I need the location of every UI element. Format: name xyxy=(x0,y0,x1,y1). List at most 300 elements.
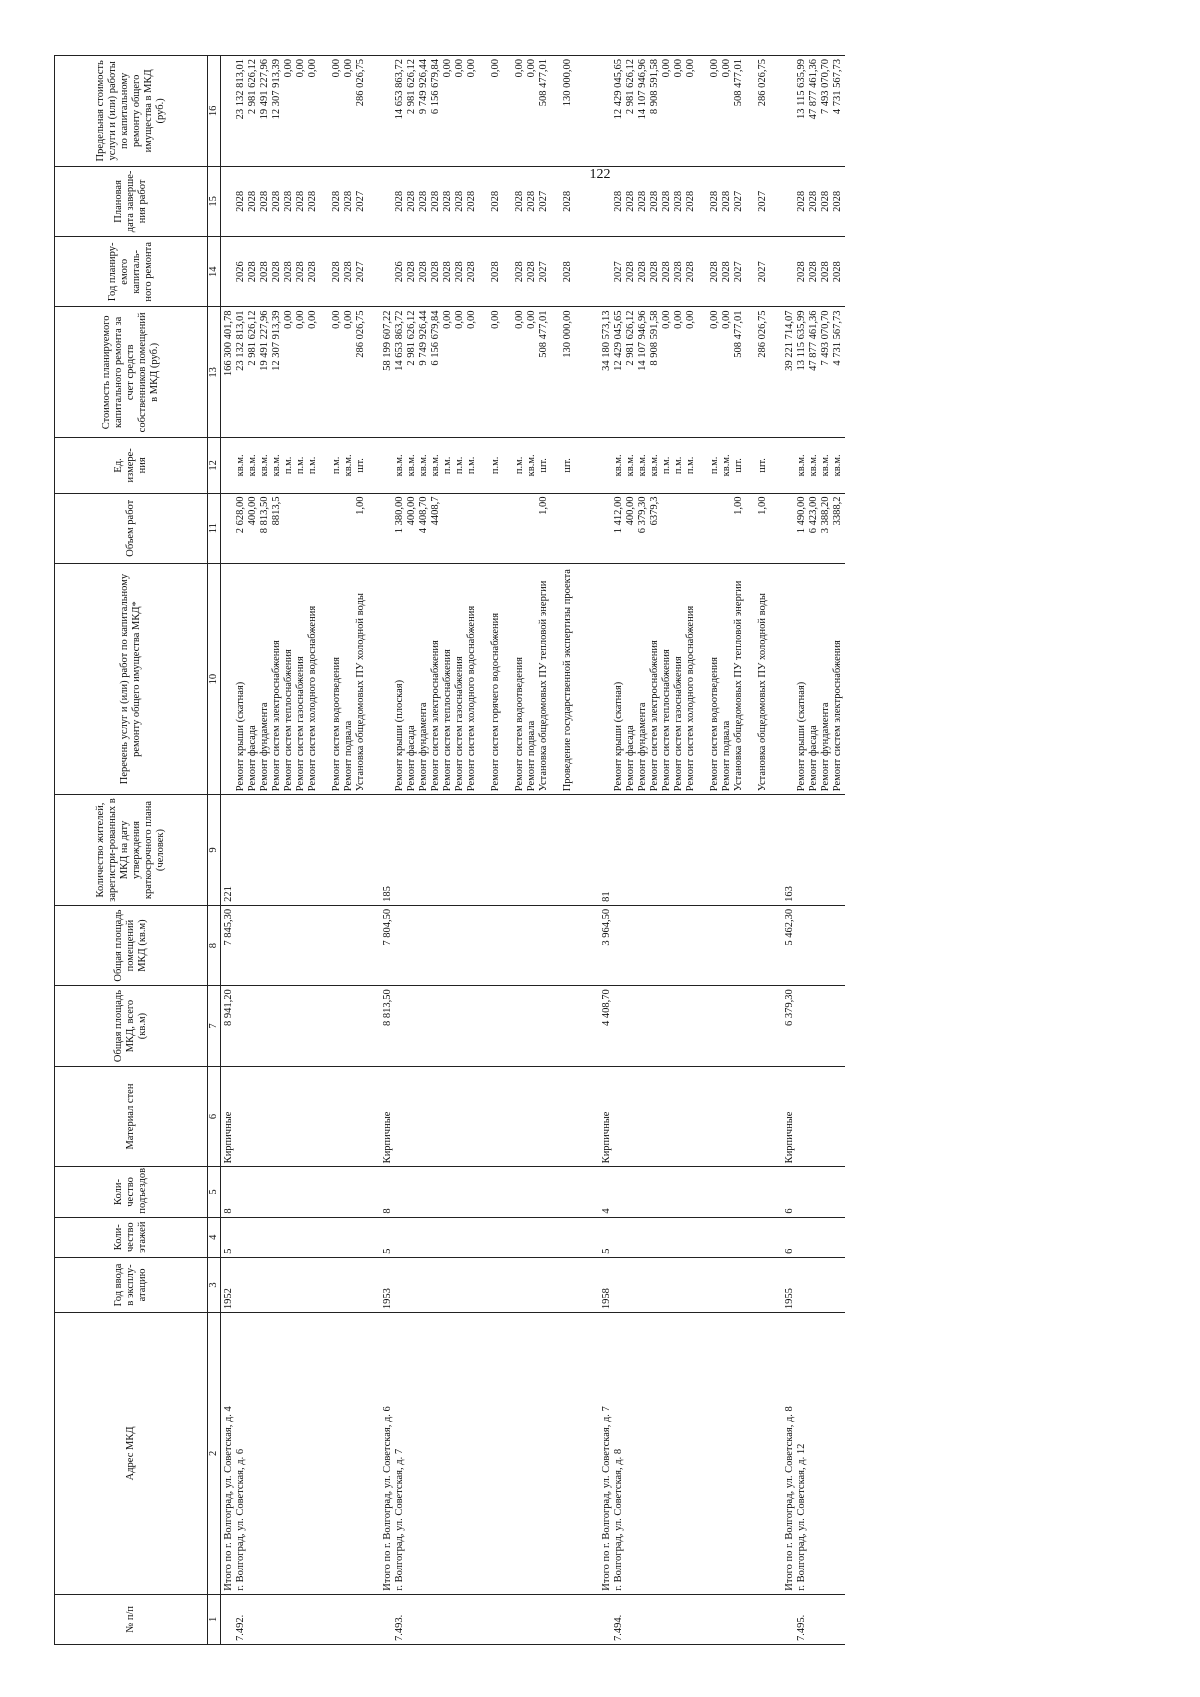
work-limit-cost: 2 981 626,12 xyxy=(625,59,636,115)
walls: Кирпичные xyxy=(223,1111,234,1164)
entrances: 8 xyxy=(382,1208,393,1214)
table-cell xyxy=(221,493,381,563)
work-year: 2028 xyxy=(526,261,537,283)
spacer xyxy=(382,1598,394,1641)
work-name: Ремонт подвала xyxy=(526,720,537,792)
work-cost: 0,00 xyxy=(331,310,342,329)
table-cell xyxy=(599,1257,782,1312)
work-year: 2028 xyxy=(454,261,465,283)
address: г. Волгоград, ул. Советская, д. 8 xyxy=(613,1448,624,1591)
work-year: 2028 xyxy=(442,261,453,283)
header-cell: Стоимость планируемого капитального ремонта за счет средств собственников помещений в МКД (руб.) xyxy=(55,307,208,438)
spacer xyxy=(382,441,394,489)
row-number: 7.493. xyxy=(394,1614,405,1641)
table-cell xyxy=(599,237,782,307)
table-cell xyxy=(599,1313,782,1595)
work-end-date: 2028 xyxy=(307,190,318,212)
table-cell xyxy=(782,1066,845,1167)
work-unit: кв.м. xyxy=(832,454,843,477)
spacer xyxy=(784,59,796,163)
work-unit: кв.м. xyxy=(637,454,648,477)
work-unit: п.м. xyxy=(685,456,696,475)
table-cell xyxy=(599,986,782,1066)
work-year: 2026 xyxy=(394,261,405,283)
column-number: 1 xyxy=(208,1594,221,1644)
work-end-date: 2028 xyxy=(418,190,429,212)
work-end-date: 2028 xyxy=(721,190,732,212)
work-unit: шт. xyxy=(757,458,768,473)
work-year: 2028 xyxy=(259,261,270,283)
work-limit-cost: 9 749 926,44 xyxy=(418,59,429,115)
work-limit-cost: 0,00 xyxy=(454,59,465,78)
work-limit-cost: 12 429 045,65 xyxy=(613,59,624,120)
work-year: 2028 xyxy=(331,261,342,283)
work-limit-cost: 0,00 xyxy=(442,59,453,78)
column-number: 15 xyxy=(208,166,221,236)
table-cell xyxy=(380,166,599,236)
work-cost: 0,00 xyxy=(466,310,477,329)
work-name: Ремонт фундамента xyxy=(820,702,831,792)
work-limit-cost: 286 026,75 xyxy=(355,59,366,107)
table-cell xyxy=(599,307,782,438)
work-end-date: 2028 xyxy=(394,190,405,212)
area-rooms: 7 804,50 xyxy=(382,908,393,946)
work-limit-cost: 13 115 635,99 xyxy=(796,59,807,119)
work-volume xyxy=(562,497,598,560)
work-name: Ремонт систем электроснабжения xyxy=(430,640,441,792)
work-cost: 8 908 591,58 xyxy=(649,310,660,366)
header-cell: Коли-чество этажей xyxy=(55,1217,208,1257)
work-year: 2028 xyxy=(271,261,282,283)
work-cost: 0,00 xyxy=(709,310,720,329)
work-volume xyxy=(343,497,355,560)
work-volume xyxy=(685,497,709,560)
work-end-date: 2028 xyxy=(796,190,807,212)
work-limit-cost: 14 653 863,72 xyxy=(394,59,405,120)
header-cell: Общая площадь МКД, всего (кв.м) xyxy=(55,986,208,1066)
table-cell xyxy=(782,1594,845,1644)
work-volume xyxy=(514,497,526,560)
address: г. Волгоград, ул. Советская, д. 6 xyxy=(235,1448,246,1591)
work-limit-cost: 23 132 813,01 xyxy=(235,59,246,120)
work-cost: 0,00 xyxy=(490,310,501,329)
work-limit-cost: 12 307 913,39 xyxy=(271,59,282,120)
table-cell xyxy=(221,56,381,167)
work-name: Установка общедомовых ПУ холодной воды xyxy=(355,593,366,792)
work-name: Ремонт фундамента xyxy=(637,702,648,792)
work-unit: кв.м. xyxy=(406,454,417,477)
work-year: 2028 xyxy=(661,261,672,283)
table-cell xyxy=(782,307,845,438)
work-cost: 2 981 626,12 xyxy=(247,310,258,366)
work-end-date: 2028 xyxy=(442,190,453,212)
work-name: Ремонт фасада xyxy=(625,725,636,792)
column-number: 3 xyxy=(208,1257,221,1312)
spacer xyxy=(784,240,796,303)
area-rooms: 7 845,30 xyxy=(223,908,234,946)
work-end-date: 2028 xyxy=(808,190,819,212)
table-cell xyxy=(599,1167,782,1217)
header-cell: № п/п xyxy=(55,1594,208,1644)
work-name: Ремонт систем холодного водоснабжения xyxy=(685,605,696,792)
work-year: 2028 xyxy=(796,261,807,283)
table-row xyxy=(221,56,381,1645)
work-unit: шт. xyxy=(538,458,549,473)
work-name: Установка общедомовых ПУ тепловой энергии xyxy=(733,580,744,792)
floors: 6 xyxy=(784,1248,795,1254)
table-cell xyxy=(380,1313,599,1595)
table-cell xyxy=(221,1066,381,1167)
year: 1955 xyxy=(784,1288,795,1310)
work-volume: 4 408,70 xyxy=(418,496,429,534)
work-name: Установка общедомовых ПУ тепловой энергии xyxy=(538,580,549,792)
work-limit-cost: 0,00 xyxy=(466,59,477,78)
table-cell xyxy=(782,1217,845,1257)
table-cell xyxy=(782,438,845,493)
work-limit-cost: 0,00 xyxy=(673,59,684,78)
address: г. Волгоград, ул. Советская, д. 7 xyxy=(394,1448,405,1591)
work-unit: кв.м. xyxy=(235,454,246,477)
work-name: Установка общедомовых ПУ холодной воды xyxy=(757,593,768,792)
work-name: Ремонт систем электроснабжения xyxy=(271,640,282,792)
work-cost: 0,00 xyxy=(661,310,672,329)
work-name: Ремонт крыши (скатная) xyxy=(613,681,624,792)
work-year: 2028 xyxy=(406,261,417,283)
table-cell xyxy=(380,563,599,794)
work-volume: 6379,3 xyxy=(649,496,660,526)
table-cell xyxy=(599,438,782,493)
work-limit-cost: 0,00 xyxy=(490,59,501,78)
work-cost: 0,00 xyxy=(454,310,465,329)
table-cell xyxy=(221,1313,381,1595)
table-cell xyxy=(380,307,599,438)
table-cell xyxy=(599,1594,782,1644)
residents: 163 xyxy=(784,886,795,902)
work-year: 2028 xyxy=(295,261,306,283)
work-volume: 400,00 xyxy=(406,496,417,526)
work-end-date: 2028 xyxy=(283,190,294,212)
work-year: 2027 xyxy=(538,261,549,283)
work-volume: 1,00 xyxy=(538,496,549,515)
work-volume xyxy=(721,497,733,560)
spacer xyxy=(223,567,235,791)
residents: 185 xyxy=(382,886,393,902)
work-end-date: 2028 xyxy=(490,190,501,212)
column-number: 4 xyxy=(208,1217,221,1257)
row-number: 7.492. xyxy=(235,1614,246,1641)
work-end-date: 2028 xyxy=(613,190,624,212)
work-unit: п.м. xyxy=(490,456,501,475)
work-year: 2028 xyxy=(649,261,660,283)
work-name: Ремонт подвала xyxy=(343,720,354,792)
work-cost: 0,00 xyxy=(673,310,684,329)
work-limit-cost: 0,00 xyxy=(526,59,537,78)
work-volume: 1,00 xyxy=(733,496,744,515)
column-number: 14 xyxy=(208,237,221,307)
work-end-date: 2028 xyxy=(430,190,441,212)
table-cell xyxy=(221,307,381,438)
table-cell xyxy=(380,237,599,307)
table-cell xyxy=(380,1217,599,1257)
table-cell xyxy=(380,1594,599,1644)
table-cell xyxy=(599,56,782,167)
table-cell xyxy=(221,1257,381,1312)
work-limit-cost: 7 493 070,70 xyxy=(820,59,831,115)
work-name: Ремонт систем теплоснабжения xyxy=(661,649,672,792)
work-year: 2028 xyxy=(562,261,573,283)
work-limit-cost: 2 981 626,12 xyxy=(247,59,258,115)
work-cost: 6 156 679,84 xyxy=(430,310,441,366)
work-limit-cost: 0,00 xyxy=(343,59,354,78)
work-unit: кв.м. xyxy=(625,454,636,477)
total-label: Итого по г. Волгоград, ул. Советская, д. 6 xyxy=(382,1406,393,1591)
table-row xyxy=(599,56,782,1645)
work-year: 2028 xyxy=(673,261,684,283)
work-end-date: 2028 xyxy=(685,190,696,212)
column-number: 2 xyxy=(208,1313,221,1595)
floors: 5 xyxy=(382,1248,393,1254)
table-cell xyxy=(221,166,381,236)
work-limit-cost: 0,00 xyxy=(721,59,732,78)
work-year: 2027 xyxy=(757,261,768,283)
work-unit: кв.м. xyxy=(247,454,258,477)
work-volume: 1,00 xyxy=(757,496,768,515)
total-cost: 166 300 401,78 xyxy=(223,310,234,377)
work-year: 2027 xyxy=(355,261,366,283)
header-row xyxy=(55,56,208,1645)
table-body xyxy=(221,56,846,1645)
work-end-date: 2028 xyxy=(661,190,672,212)
walls: Кирпичные xyxy=(601,1111,612,1164)
table-cell xyxy=(380,1167,599,1217)
work-cost: 2 981 626,12 xyxy=(406,310,417,366)
work-unit: кв.м. xyxy=(343,454,354,477)
total-label: Итого по г. Волгоград, ул. Советская, д. 4 xyxy=(223,1406,234,1591)
year: 1952 xyxy=(223,1288,234,1310)
work-volume xyxy=(490,497,514,560)
spacer xyxy=(601,170,613,233)
work-year: 2028 xyxy=(832,261,843,283)
work-end-date: 2028 xyxy=(514,190,525,212)
work-unit: кв.м. xyxy=(820,454,831,477)
work-volume xyxy=(331,497,343,560)
table-cell xyxy=(782,166,845,236)
work-limit-cost: 0,00 xyxy=(709,59,720,78)
table-cell xyxy=(380,1257,599,1312)
spacer xyxy=(601,59,613,163)
spacer xyxy=(382,567,394,791)
table-cell xyxy=(599,563,782,794)
column-number: 8 xyxy=(208,905,221,985)
work-name: Ремонт систем теплоснабжения xyxy=(442,649,453,792)
table-cell xyxy=(782,56,845,167)
work-year: 2028 xyxy=(514,261,525,283)
spacer xyxy=(601,567,613,791)
spacer xyxy=(784,170,796,233)
work-name: Проведение государственной экспертизы проекта xyxy=(562,569,573,792)
work-name: Ремонт подвала xyxy=(721,720,732,792)
work-year: 2028 xyxy=(283,261,294,283)
rotated-table-wrapper xyxy=(54,55,1134,1645)
total-cost: 58 199 607,22 xyxy=(382,310,393,371)
table-cell xyxy=(782,1313,845,1595)
table-cell xyxy=(221,905,381,985)
work-end-date: 2028 xyxy=(295,190,306,212)
work-unit: шт. xyxy=(733,458,744,473)
work-name: Ремонт систем водоотведения xyxy=(514,657,525,792)
work-end-date: 2028 xyxy=(637,190,648,212)
table-cell xyxy=(599,795,782,906)
work-end-date: 2028 xyxy=(454,190,465,212)
table-cell xyxy=(782,563,845,794)
work-limit-cost: 0,00 xyxy=(685,59,696,78)
work-volume: 3388,2 xyxy=(832,496,843,526)
work-cost: 0,00 xyxy=(442,310,453,329)
table-cell xyxy=(782,1167,845,1217)
table-row xyxy=(782,56,845,1645)
work-name: Ремонт крыши (скатная) xyxy=(235,681,246,792)
work-end-date: 2028 xyxy=(673,190,684,212)
work-end-date: 2028 xyxy=(649,190,660,212)
work-limit-cost: 6 156 679,84 xyxy=(430,59,441,115)
work-end-date: 2028 xyxy=(343,190,354,212)
residents: 81 xyxy=(601,891,612,902)
work-year: 2026 xyxy=(235,261,246,283)
work-cost: 286 026,75 xyxy=(757,310,768,358)
work-volume: 400,00 xyxy=(625,496,636,526)
table-cell xyxy=(380,795,599,906)
work-cost: 0,00 xyxy=(685,310,696,329)
page-number: 122 xyxy=(589,167,611,182)
table-cell xyxy=(380,986,599,1066)
total-cost: 39 221 714,07 xyxy=(784,310,795,371)
year: 1958 xyxy=(601,1288,612,1310)
table-cell xyxy=(221,1167,381,1217)
work-limit-cost: 0,00 xyxy=(295,59,306,78)
work-cost: 0,00 xyxy=(295,310,306,329)
table-cell xyxy=(782,986,845,1066)
work-limit-cost: 14 107 946,96 xyxy=(637,59,648,120)
work-unit: п.м. xyxy=(661,456,672,475)
spacer xyxy=(223,240,235,303)
work-volume xyxy=(673,497,685,560)
spacer xyxy=(223,59,235,163)
work-volume: 6 379,30 xyxy=(637,496,648,534)
work-unit: п.м. xyxy=(466,456,477,475)
work-limit-cost: 130 000,00 xyxy=(562,59,573,107)
work-cost: 9 749 926,44 xyxy=(418,310,429,366)
work-limit-cost: 19 491 227,96 xyxy=(259,59,270,120)
header-cell: Количество жителей, зарегистри-рованных в МКД на дату утверждения краткосрочного плана (человек) xyxy=(55,795,208,906)
table-cell xyxy=(380,56,599,167)
total-cost: 34 180 573,13 xyxy=(601,310,612,371)
work-end-date: 2027 xyxy=(355,190,366,212)
entrances: 8 xyxy=(223,1208,234,1214)
header-cell: Год планиру-емого капиталь-ного ремонта xyxy=(55,237,208,307)
work-year: 2028 xyxy=(307,261,318,283)
work-year: 2028 xyxy=(490,261,501,283)
floors: 5 xyxy=(223,1248,234,1254)
work-end-date: 2028 xyxy=(259,190,270,212)
work-cost: 19 491 227,96 xyxy=(259,310,270,371)
area-total: 6 379,30 xyxy=(784,989,795,1027)
column-number: 10 xyxy=(208,563,221,794)
work-volume: 1 412,00 xyxy=(613,496,624,534)
work-volume xyxy=(466,497,490,560)
work-name: Ремонт систем газоснабжения xyxy=(295,656,306,792)
spacer xyxy=(784,441,796,489)
column-number: 16 xyxy=(208,56,221,167)
header-cell: Материал стен xyxy=(55,1066,208,1167)
header-cell: Ед. измере-ния xyxy=(55,438,208,493)
work-name: Ремонт систем водоотведения xyxy=(331,657,342,792)
work-year: 2028 xyxy=(247,261,258,283)
work-unit: шт. xyxy=(355,458,366,473)
work-cost: 508 477,01 xyxy=(538,310,549,358)
work-end-date: 2028 xyxy=(625,190,636,212)
work-cost: 0,00 xyxy=(307,310,318,329)
area-rooms: 3 964,50 xyxy=(601,908,612,946)
spacer xyxy=(382,497,394,560)
spacer xyxy=(601,441,613,489)
work-cost: 286 026,75 xyxy=(355,310,366,358)
work-unit: п.м. xyxy=(331,456,342,475)
work-end-date: 2028 xyxy=(562,190,573,212)
area-total: 8 813,50 xyxy=(382,989,393,1027)
work-year: 2028 xyxy=(343,261,354,283)
work-cost: 4 731 567,73 xyxy=(832,310,843,366)
work-end-date: 2028 xyxy=(526,190,537,212)
work-cost: 47 877 461,36 xyxy=(808,310,819,371)
entrances: 4 xyxy=(601,1208,612,1214)
row-number: 7.495. xyxy=(796,1614,807,1641)
column-number: 12 xyxy=(208,438,221,493)
work-unit: кв.м. xyxy=(526,454,537,477)
work-end-date: 2027 xyxy=(538,190,549,212)
work-end-date: 2028 xyxy=(709,190,720,212)
spacer xyxy=(382,240,394,303)
work-end-date: 2028 xyxy=(832,190,843,212)
work-cost: 0,00 xyxy=(343,310,354,329)
total-label: Итого по г. Волгоград, ул. Советская, д. 7 xyxy=(601,1406,612,1591)
spacer xyxy=(601,240,613,303)
work-name: Ремонт систем горячего водоснабжения xyxy=(490,612,501,792)
table-cell xyxy=(380,438,599,493)
work-volume: 6 423,00 xyxy=(808,496,819,534)
work-volume: 1 490,00 xyxy=(796,496,807,534)
column-number: 7 xyxy=(208,986,221,1066)
work-volume: 8 813,50 xyxy=(259,496,270,534)
work-name: Ремонт фундамента xyxy=(259,702,270,792)
work-year: 2028 xyxy=(808,261,819,283)
column-number: 9 xyxy=(208,795,221,906)
table-cell xyxy=(221,237,381,307)
work-name: Ремонт фасада xyxy=(406,725,417,792)
work-unit: кв.м. xyxy=(418,454,429,477)
work-name: Ремонт систем газоснабжения xyxy=(673,656,684,792)
work-unit: п.м. xyxy=(673,456,684,475)
work-unit: кв.м. xyxy=(649,454,660,477)
area-total: 8 941,20 xyxy=(223,989,234,1027)
spacer xyxy=(382,170,394,233)
work-year: 2028 xyxy=(685,261,696,283)
work-unit: п.м. xyxy=(295,456,306,475)
work-unit: кв.м. xyxy=(394,454,405,477)
table-cell xyxy=(380,493,599,563)
residents: 221 xyxy=(223,886,234,902)
work-end-date: 2028 xyxy=(466,190,477,212)
work-limit-cost: 0,00 xyxy=(283,59,294,78)
